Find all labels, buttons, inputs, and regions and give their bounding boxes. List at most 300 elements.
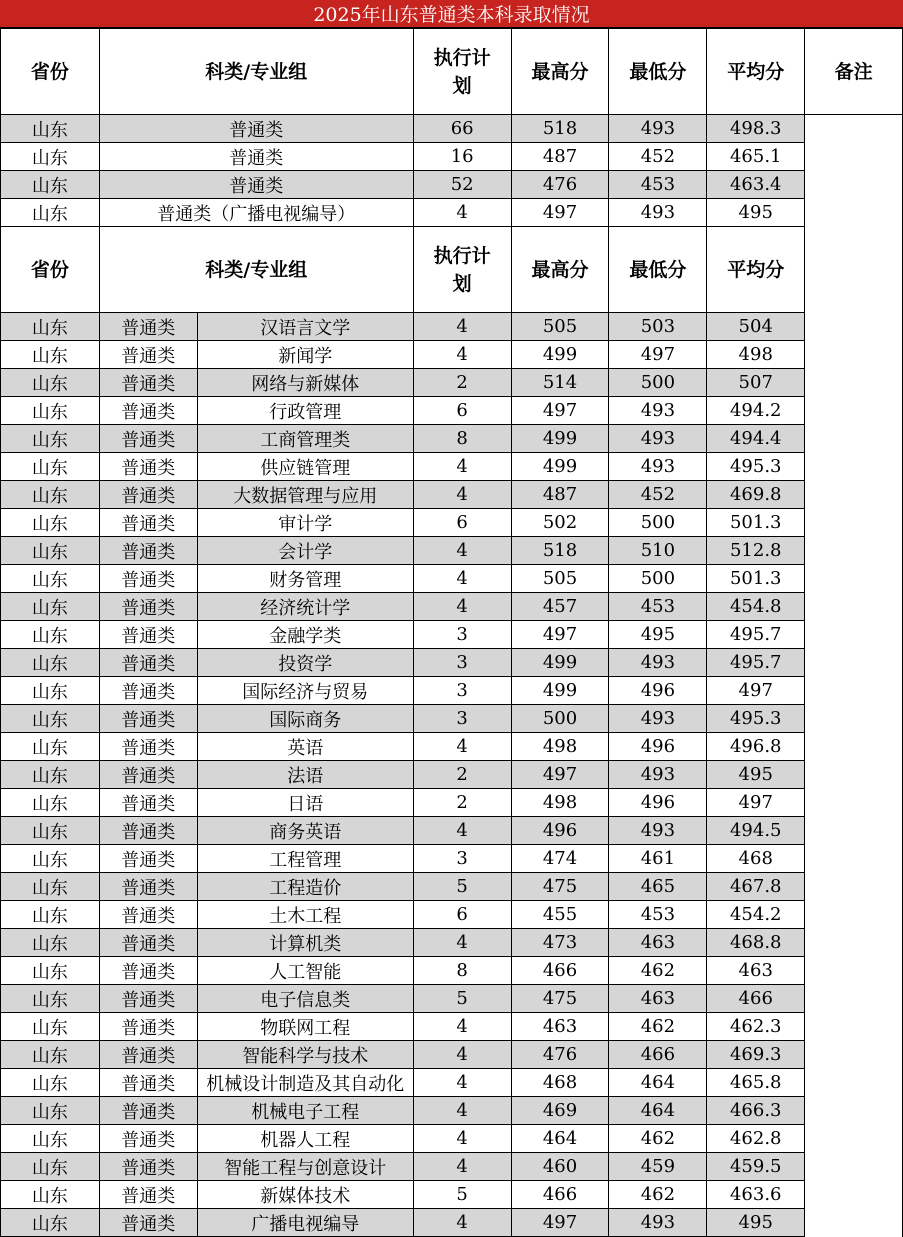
- major-row: [1, 1125, 903, 1153]
- major-cell: [197, 593, 413, 621]
- min-cell: 493: [609, 115, 707, 143]
- major-cell: [197, 761, 413, 789]
- major-cell: [197, 1013, 413, 1041]
- category-cell: 普通类: [99, 1013, 197, 1041]
- category-cell: 普通类: [99, 593, 197, 621]
- major-cell: [197, 1209, 413, 1237]
- min-cell: 452: [609, 143, 707, 171]
- province-cell: 山东: [1, 677, 100, 705]
- min-cell: 496: [609, 789, 707, 817]
- major-cell: [197, 1181, 413, 1209]
- major-cell: [197, 817, 413, 845]
- province-cell: 山东: [1, 1041, 100, 1069]
- major-name: 商务英语: [269, 821, 342, 843]
- plan-cell: 16: [413, 143, 511, 171]
- subheader-avg: 平均分: [707, 227, 805, 313]
- category-cell: 普通类: [99, 957, 197, 985]
- plan-cell: 8: [413, 957, 511, 985]
- min-cell: 500: [609, 369, 707, 397]
- min-cell: 464: [609, 1069, 707, 1097]
- max-cell: 505: [511, 565, 609, 593]
- plan-cell: 4: [413, 929, 511, 957]
- province-cell: 山东: [1, 957, 100, 985]
- plan-cell: 6: [413, 509, 511, 537]
- category-cell: 普通类: [99, 733, 197, 761]
- max-cell: 474: [511, 845, 609, 873]
- category-cell: 普通类: [99, 481, 197, 509]
- max-cell: 497: [511, 761, 609, 789]
- plan-cell: 4: [413, 593, 511, 621]
- min-cell: 493: [609, 453, 707, 481]
- major-row: [1, 705, 903, 733]
- major-name: 物联网工程: [260, 1017, 351, 1039]
- avg-cell: 495.3: [707, 705, 805, 733]
- category-cell: 普通类: [99, 1153, 197, 1181]
- plan-cell: 4: [413, 1153, 511, 1181]
- major-cell: [197, 369, 413, 397]
- max-cell: 505: [511, 313, 609, 341]
- province-cell: 山东: [1, 453, 100, 481]
- major-cell: [197, 481, 413, 509]
- min-cell: 493: [609, 425, 707, 453]
- min-cell: 462: [609, 1013, 707, 1041]
- province-cell: 山东: [1, 369, 100, 397]
- group-cell: 普通类: [99, 115, 413, 143]
- plan-cell: 3: [413, 677, 511, 705]
- plan-cell: 4: [413, 1041, 511, 1069]
- plan-cell: 4: [413, 1209, 511, 1237]
- category-cell: 普通类: [99, 1041, 197, 1069]
- category-cell: 普通类: [99, 677, 197, 705]
- province-cell: 山东: [1, 397, 100, 425]
- max-cell: 457: [511, 593, 609, 621]
- major-cell: [197, 621, 413, 649]
- plan-cell: 8: [413, 425, 511, 453]
- major-row: [1, 425, 903, 453]
- min-cell: 466: [609, 1041, 707, 1069]
- avg-cell: 468.8: [707, 929, 805, 957]
- plan-cell: 2: [413, 369, 511, 397]
- min-cell: 493: [609, 817, 707, 845]
- avg-cell: 463: [707, 957, 805, 985]
- plan-cell: 4: [413, 1125, 511, 1153]
- sheet-title: 2025年山东普通类本科录取情况: [0, 0, 903, 28]
- province-cell: 山东: [1, 873, 100, 901]
- note-cell: [805, 115, 903, 1237]
- major-name: 计算机类: [269, 933, 342, 955]
- min-cell: 463: [609, 985, 707, 1013]
- plan-cell: 5: [413, 873, 511, 901]
- avg-cell: 501.3: [707, 565, 805, 593]
- major-cell: [197, 1097, 413, 1125]
- min-cell: 461: [609, 845, 707, 873]
- major-name: 大数据管理与应用: [233, 485, 378, 507]
- avg-cell: 495: [707, 199, 805, 227]
- major-name: 行政管理: [269, 401, 342, 423]
- major-cell: [197, 733, 413, 761]
- min-cell: 465: [609, 873, 707, 901]
- plan-cell: 2: [413, 761, 511, 789]
- min-cell: 462: [609, 957, 707, 985]
- header-province: 省份: [1, 29, 100, 115]
- major-cell: [197, 873, 413, 901]
- subheader-row: [1, 227, 903, 313]
- avg-cell: 504: [707, 313, 805, 341]
- province-cell: 山东: [1, 929, 100, 957]
- avg-cell: 498.3: [707, 115, 805, 143]
- major-row: [1, 593, 903, 621]
- max-cell: 466: [511, 1181, 609, 1209]
- major-name: 工程造价: [269, 877, 342, 899]
- max-cell: 475: [511, 873, 609, 901]
- max-cell: 518: [511, 537, 609, 565]
- header-note: 备注: [805, 29, 903, 115]
- min-cell: 495: [609, 621, 707, 649]
- major-row: [1, 901, 903, 929]
- plan-cell: 52: [413, 171, 511, 199]
- major-name: 金融学类: [269, 625, 342, 647]
- max-cell: 468: [511, 1069, 609, 1097]
- avg-cell: 495: [707, 761, 805, 789]
- category-cell: 普通类: [99, 621, 197, 649]
- max-cell: 455: [511, 901, 609, 929]
- major-name: 工商管理类: [260, 429, 351, 451]
- avg-cell: 497: [707, 677, 805, 705]
- major-row: [1, 929, 903, 957]
- major-row: [1, 1041, 903, 1069]
- max-cell: 499: [511, 649, 609, 677]
- max-cell: 499: [511, 341, 609, 369]
- avg-cell: 507: [707, 369, 805, 397]
- major-row: [1, 621, 903, 649]
- category-cell: 普通类: [99, 1181, 197, 1209]
- major-cell: [197, 789, 413, 817]
- plan-cell: 4: [413, 733, 511, 761]
- avg-cell: 469.8: [707, 481, 805, 509]
- major-row: [1, 733, 903, 761]
- max-cell: 463: [511, 1013, 609, 1041]
- major-cell: [197, 845, 413, 873]
- major-row: [1, 397, 903, 425]
- max-cell: 464: [511, 1125, 609, 1153]
- category-cell: 普通类: [99, 313, 197, 341]
- plan-cell: 4: [413, 199, 511, 227]
- group-cell: 普通类: [99, 143, 413, 171]
- min-cell: 500: [609, 509, 707, 537]
- category-cell: 普通类: [99, 985, 197, 1013]
- avg-cell: 467.8: [707, 873, 805, 901]
- min-cell: 462: [609, 1125, 707, 1153]
- avg-cell: 494.5: [707, 817, 805, 845]
- major-cell: [197, 705, 413, 733]
- province-cell: 山东: [1, 817, 100, 845]
- major-name: 会计学: [278, 541, 333, 563]
- major-cell: [197, 341, 413, 369]
- avg-cell: 468: [707, 845, 805, 873]
- plan-cell: 4: [413, 313, 511, 341]
- min-cell: 463: [609, 929, 707, 957]
- min-cell: 453: [609, 901, 707, 929]
- major-cell: [197, 1041, 413, 1069]
- plan-cell: 3: [413, 845, 511, 873]
- province-cell: 山东: [1, 789, 100, 817]
- major-row: [1, 1209, 903, 1237]
- max-cell: 473: [511, 929, 609, 957]
- major-name: 智能工程与创意设计: [224, 1157, 387, 1179]
- max-cell: 476: [511, 171, 609, 199]
- plan-cell: 4: [413, 537, 511, 565]
- major-name: 法语: [287, 765, 324, 787]
- province-cell: 山东: [1, 649, 100, 677]
- plan-cell: 4: [413, 565, 511, 593]
- category-cell: 普通类: [99, 901, 197, 929]
- province-cell: 山东: [1, 1153, 100, 1181]
- major-cell: [197, 509, 413, 537]
- min-cell: 493: [609, 705, 707, 733]
- category-cell: 普通类: [99, 817, 197, 845]
- min-cell: 496: [609, 733, 707, 761]
- min-cell: 493: [609, 397, 707, 425]
- plan-cell: 3: [413, 649, 511, 677]
- major-row: [1, 369, 903, 397]
- header-row: [1, 29, 903, 115]
- subheader-min: 最低分: [609, 227, 707, 313]
- plan-cell: 66: [413, 115, 511, 143]
- major-row: [1, 1013, 903, 1041]
- plan-cell: 5: [413, 1181, 511, 1209]
- max-cell: 497: [511, 199, 609, 227]
- province-cell: 山东: [1, 537, 100, 565]
- subheader-plan: [413, 227, 511, 313]
- min-cell: 493: [609, 761, 707, 789]
- avg-cell: 494.2: [707, 397, 805, 425]
- min-cell: 503: [609, 313, 707, 341]
- major-row: [1, 1097, 903, 1125]
- min-cell: 464: [609, 1097, 707, 1125]
- major-name: 土木工程: [269, 905, 342, 927]
- province-cell: 山东: [1, 481, 100, 509]
- category-cell: 普通类: [99, 761, 197, 789]
- max-cell: 499: [511, 677, 609, 705]
- province-cell: 山东: [1, 425, 100, 453]
- major-cell: [197, 957, 413, 985]
- province-cell: 山东: [1, 115, 100, 143]
- province-cell: 山东: [1, 1013, 100, 1041]
- avg-cell: 495.7: [707, 649, 805, 677]
- max-cell: 499: [511, 425, 609, 453]
- province-cell: 山东: [1, 509, 100, 537]
- province-cell: 山东: [1, 313, 100, 341]
- subheader-plan-text: 执行计划: [433, 244, 491, 295]
- avg-cell: 459.5: [707, 1153, 805, 1181]
- plan-cell: 3: [413, 621, 511, 649]
- major-row: [1, 565, 903, 593]
- province-cell: 山东: [1, 565, 100, 593]
- avg-cell: 462.3: [707, 1013, 805, 1041]
- avg-cell: 498: [707, 341, 805, 369]
- avg-cell: 495: [707, 1209, 805, 1237]
- major-cell: [197, 453, 413, 481]
- max-cell: 499: [511, 453, 609, 481]
- max-cell: 498: [511, 789, 609, 817]
- major-row: [1, 957, 903, 985]
- category-cell: 普通类: [99, 369, 197, 397]
- major-row: [1, 649, 903, 677]
- province-cell: 山东: [1, 593, 100, 621]
- max-cell: 487: [511, 143, 609, 171]
- major-name: 日语: [287, 793, 324, 815]
- province-cell: 山东: [1, 1069, 100, 1097]
- min-cell: 453: [609, 593, 707, 621]
- major-cell: [197, 397, 413, 425]
- major-row: [1, 761, 903, 789]
- plan-cell: 4: [413, 1013, 511, 1041]
- major-row: [1, 509, 903, 537]
- max-cell: 497: [511, 621, 609, 649]
- max-cell: 502: [511, 509, 609, 537]
- major-row: [1, 1153, 903, 1181]
- subheader-group: 科类/专业组: [99, 227, 413, 313]
- header-min: 最低分: [609, 29, 707, 115]
- major-cell: [197, 929, 413, 957]
- avg-cell: 466: [707, 985, 805, 1013]
- major-row: [1, 789, 903, 817]
- category-cell: 普通类: [99, 929, 197, 957]
- max-cell: 469: [511, 1097, 609, 1125]
- major-cell: [197, 677, 413, 705]
- major-name: 电子信息类: [260, 989, 351, 1011]
- major-name: 经济统计学: [260, 597, 351, 619]
- category-cell: 普通类: [99, 565, 197, 593]
- group-row: [1, 143, 903, 171]
- province-cell: 山东: [1, 985, 100, 1013]
- province-cell: 山东: [1, 1209, 100, 1237]
- major-name: 网络与新媒体: [251, 373, 360, 395]
- category-cell: 普通类: [99, 509, 197, 537]
- province-cell: 山东: [1, 341, 100, 369]
- avg-cell: 495.3: [707, 453, 805, 481]
- major-name: 机械设计制造及其自动化: [206, 1073, 405, 1095]
- plan-cell: 4: [413, 1069, 511, 1097]
- avg-cell: 466.3: [707, 1097, 805, 1125]
- major-name: 机械电子工程: [251, 1101, 360, 1123]
- major-row: [1, 873, 903, 901]
- province-cell: 山东: [1, 1097, 100, 1125]
- plan-cell: 6: [413, 901, 511, 929]
- plan-cell: 4: [413, 341, 511, 369]
- major-row: [1, 1069, 903, 1097]
- avg-cell: 501.3: [707, 509, 805, 537]
- major-cell: [197, 1069, 413, 1097]
- major-name: 智能科学与技术: [242, 1045, 369, 1067]
- group-row: [1, 199, 903, 227]
- max-cell: 500: [511, 705, 609, 733]
- province-cell: 山东: [1, 171, 100, 199]
- category-cell: 普通类: [99, 1097, 197, 1125]
- category-cell: 普通类: [99, 873, 197, 901]
- major-name: 英语: [287, 737, 324, 759]
- major-row: [1, 817, 903, 845]
- max-cell: 466: [511, 957, 609, 985]
- avg-cell: 465.8: [707, 1069, 805, 1097]
- category-cell: 普通类: [99, 453, 197, 481]
- avg-cell: 497: [707, 789, 805, 817]
- major-name: 审计学: [278, 513, 333, 535]
- min-cell: 496: [609, 677, 707, 705]
- max-cell: 487: [511, 481, 609, 509]
- province-cell: 山东: [1, 199, 100, 227]
- major-name: 机器人工程: [260, 1129, 351, 1151]
- category-cell: 普通类: [99, 425, 197, 453]
- category-cell: 普通类: [99, 649, 197, 677]
- plan-cell: 3: [413, 705, 511, 733]
- major-name: 国际经济与贸易: [242, 681, 369, 703]
- max-cell: 496: [511, 817, 609, 845]
- min-cell: 493: [609, 199, 707, 227]
- plan-cell: 4: [413, 481, 511, 509]
- plan-cell: 2: [413, 789, 511, 817]
- province-cell: 山东: [1, 621, 100, 649]
- province-cell: 山东: [1, 761, 100, 789]
- min-cell: 510: [609, 537, 707, 565]
- major-name: 国际商务: [269, 709, 342, 731]
- province-cell: 山东: [1, 143, 100, 171]
- avg-cell: 496.8: [707, 733, 805, 761]
- major-row: [1, 985, 903, 1013]
- group-cell: 普通类（广播电视编导）: [99, 199, 413, 227]
- min-cell: 453: [609, 171, 707, 199]
- major-row: [1, 481, 903, 509]
- max-cell: 476: [511, 1041, 609, 1069]
- plan-cell: 4: [413, 1097, 511, 1125]
- major-cell: [197, 901, 413, 929]
- major-cell: [197, 565, 413, 593]
- category-cell: 普通类: [99, 397, 197, 425]
- major-cell: [197, 425, 413, 453]
- major-cell: [197, 985, 413, 1013]
- major-name: 人工智能: [269, 961, 342, 983]
- min-cell: 452: [609, 481, 707, 509]
- header-max: 最高分: [511, 29, 609, 115]
- max-cell: 514: [511, 369, 609, 397]
- avg-cell: 512.8: [707, 537, 805, 565]
- province-cell: 山东: [1, 1125, 100, 1153]
- major-row: [1, 1181, 903, 1209]
- province-cell: 山东: [1, 1181, 100, 1209]
- avg-cell: 462.8: [707, 1125, 805, 1153]
- major-row: [1, 537, 903, 565]
- avg-cell: 463.4: [707, 171, 805, 199]
- group-row: [1, 171, 903, 199]
- header-avg: 平均分: [707, 29, 805, 115]
- header-group: 科类/专业组: [99, 29, 413, 115]
- subheader-max: 最高分: [511, 227, 609, 313]
- avg-cell: 469.3: [707, 1041, 805, 1069]
- province-cell: 山东: [1, 733, 100, 761]
- major-row: [1, 845, 903, 873]
- admission-table: [0, 28, 903, 1237]
- major-row: [1, 341, 903, 369]
- major-name: 新闻学: [278, 345, 333, 367]
- min-cell: 493: [609, 649, 707, 677]
- major-name: 广播电视编导: [251, 1213, 360, 1235]
- major-cell: [197, 313, 413, 341]
- max-cell: 498: [511, 733, 609, 761]
- plan-cell: 6: [413, 397, 511, 425]
- major-name: 供应链管理: [260, 457, 351, 479]
- plan-cell: 5: [413, 985, 511, 1013]
- category-cell: 普通类: [99, 1209, 197, 1237]
